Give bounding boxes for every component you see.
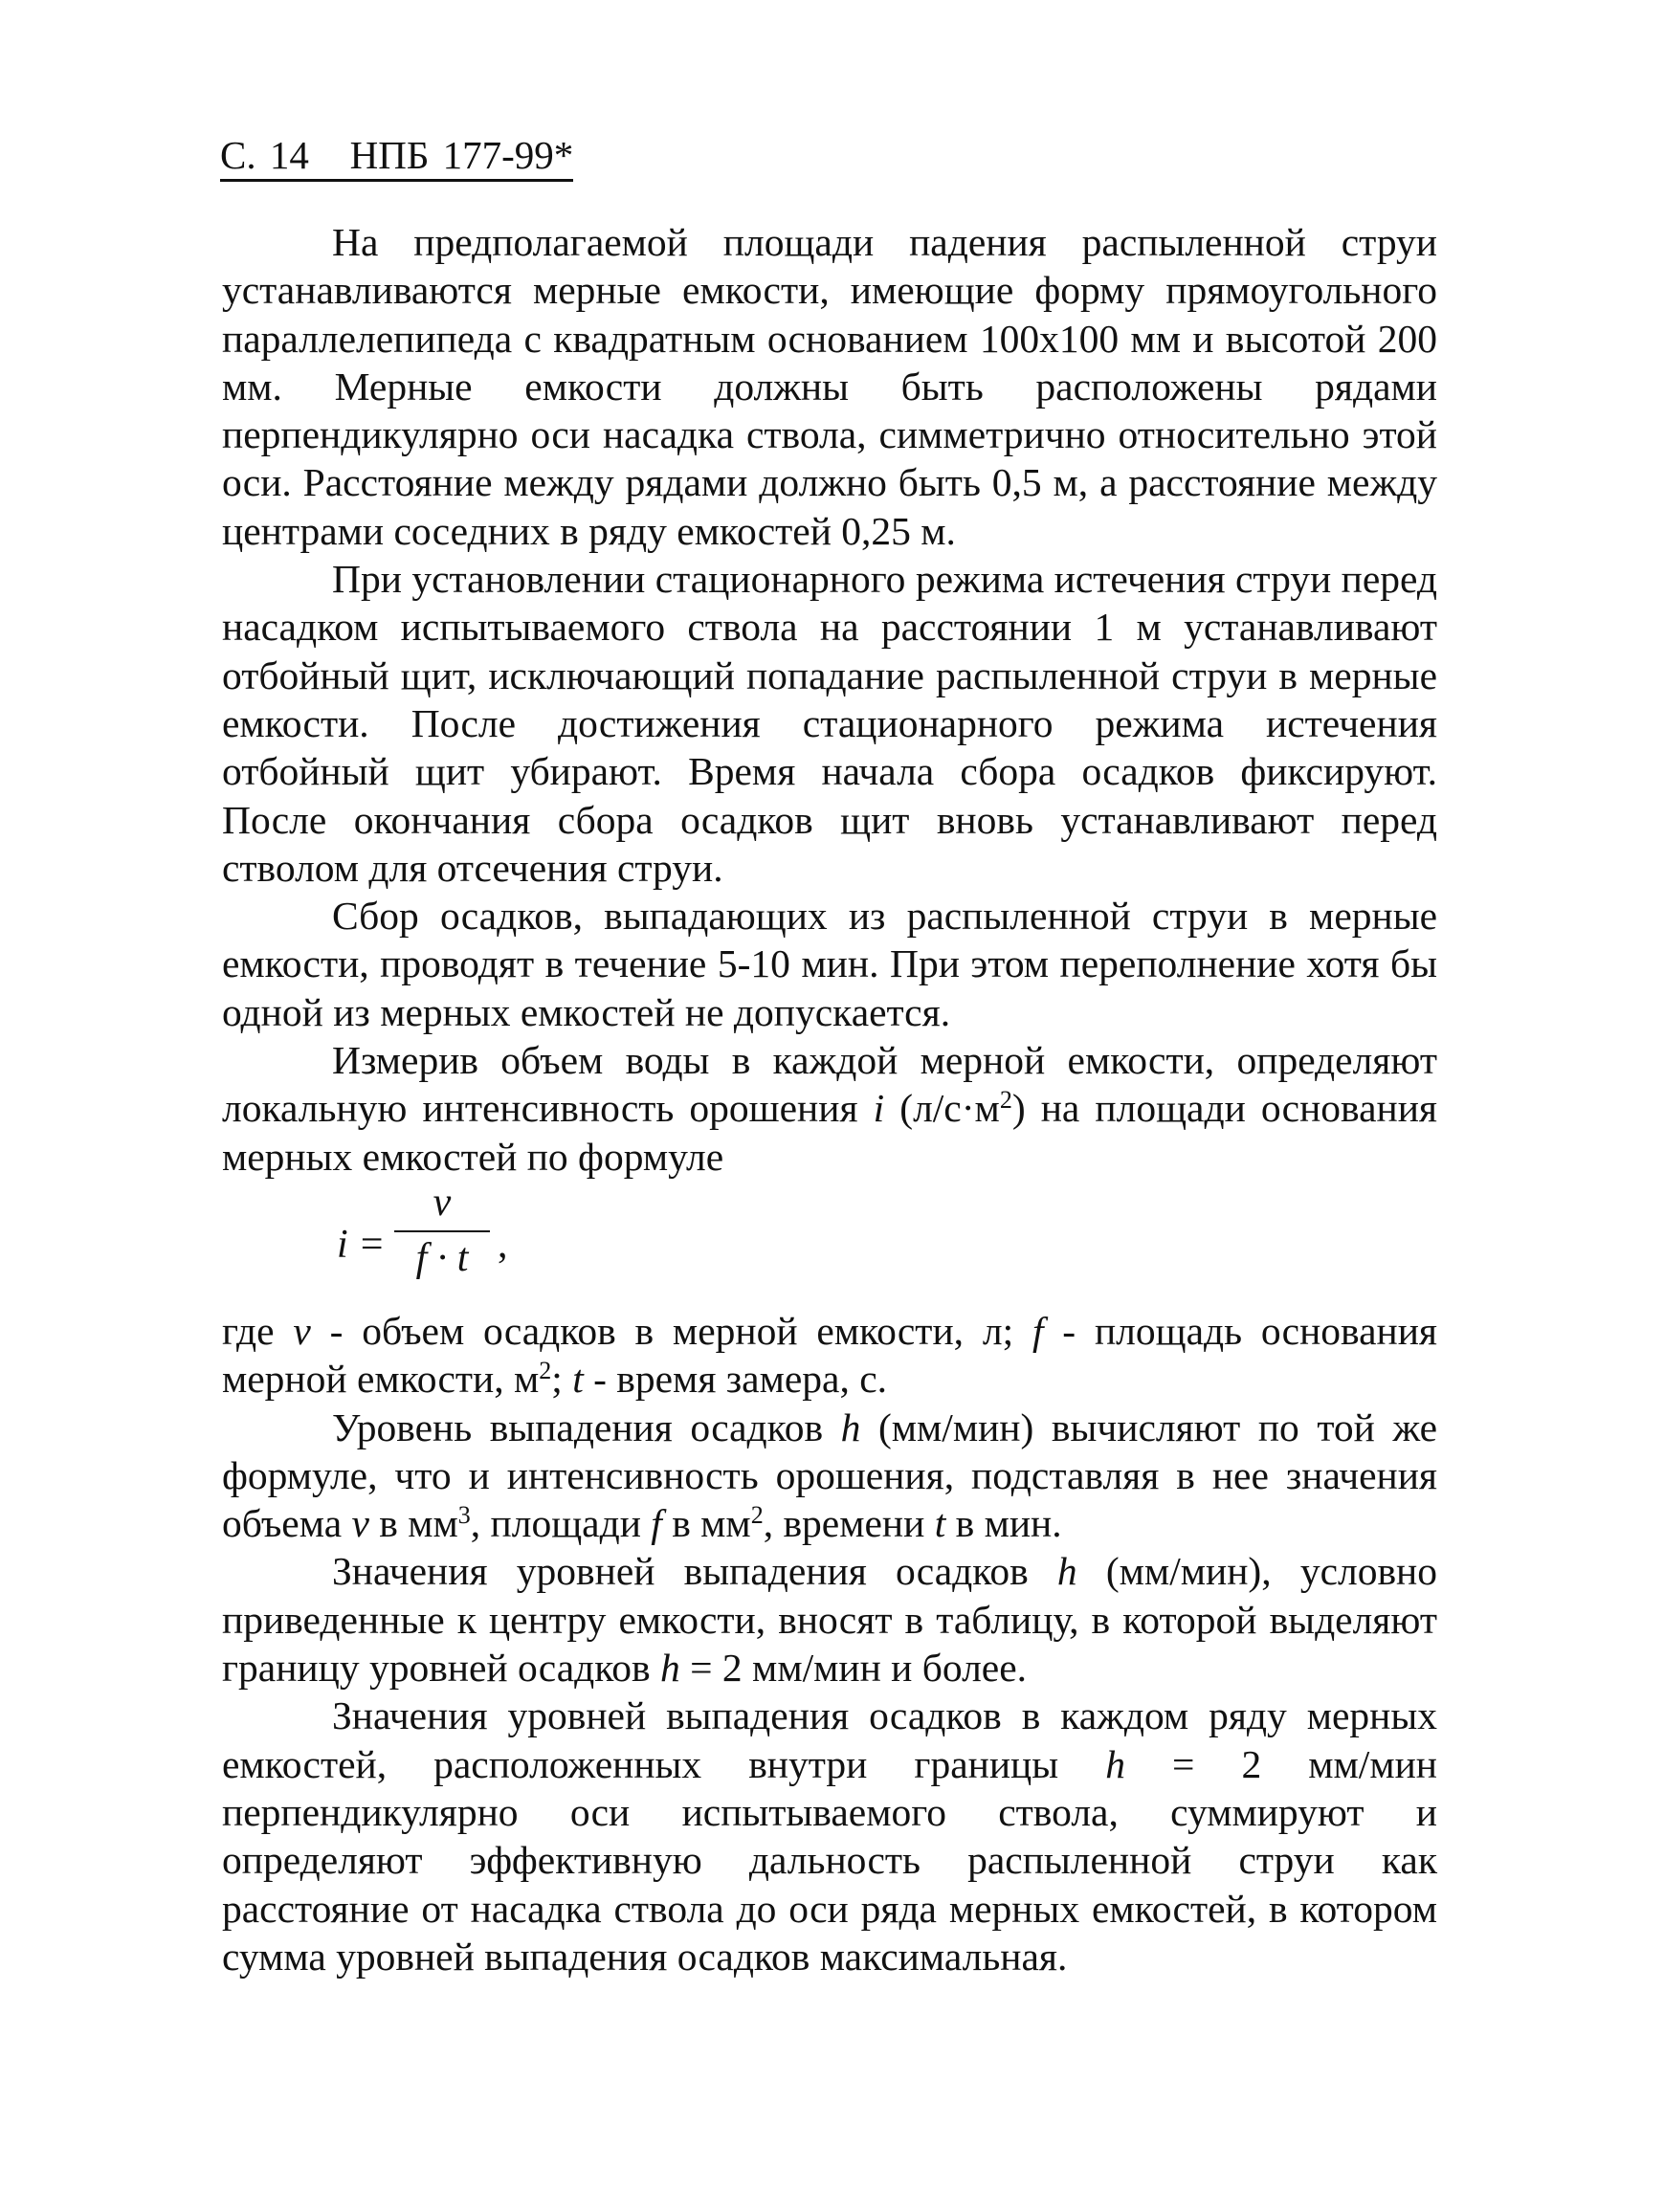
formula-comma: , (498, 1222, 508, 1267)
variable-f: f (1032, 1308, 1044, 1353)
superscript: 2 (999, 1086, 1012, 1115)
text-fragment: ) на площади основания мерных емкостей по формуле (222, 1086, 1438, 1179)
text-fragment: , площади (470, 1501, 652, 1546)
text-fragment: (мм/мин) вычисляют по той же формуле, что и интенсивность орошения, подставляя в нее значения объема (222, 1405, 1438, 1546)
paragraph-measuring-containers: На предполагаемой площади падения распыленной струи устанавливаются мерные емкости, имеющие форму прямоугольного параллелепипеда с квадратным основанием 100х100 мм и высотой 200 мм. Мерные емкости должны быть расположены рядами перпендикулярно оси насадка ствола, симметрично относительно этой оси. Расстояние между рядами должно быть 0,5 м, а расстояние между центрами соседних в ряду емкостей 0,25 м. (222, 220, 1437, 553)
variable-f: f (651, 1501, 662, 1546)
variable-h: h (1105, 1741, 1125, 1786)
formula-fraction (394, 1181, 490, 1280)
superscript: 2 (750, 1501, 764, 1530)
formula-lhs: i = (337, 1222, 386, 1267)
formula-denominator: f · t (415, 1235, 469, 1280)
variable-v: v (293, 1308, 311, 1353)
document-body (222, 218, 1437, 1980)
paragraph-effective-range (222, 1692, 1437, 1980)
superscript: 2 (539, 1357, 552, 1385)
text-fragment: Измерив объем воды в каждой мерной емкости, определяют локальную интенсивность орошения (222, 1038, 1437, 1131)
text-fragment: где (222, 1308, 294, 1353)
text-fragment: (л/с·м (884, 1086, 1000, 1131)
page-number: С. 14 (220, 133, 309, 177)
page-header (220, 132, 573, 182)
document-code: НПБ 177-99* (349, 133, 574, 177)
paragraph-collection: Сбор осадков, выпадающих из распыленной струи в мерные емкости, проводят в течение 5-10 мин. При этом переполнение хотя бы одной из мерных емкостей не допускается. (222, 894, 1437, 1034)
paragraph-intensity (222, 1036, 1437, 1181)
text-fragment: в мм (368, 1501, 458, 1546)
variable-t: t (934, 1501, 946, 1546)
variable-h: h (1056, 1549, 1077, 1594)
variable-t: t (572, 1357, 584, 1402)
superscript: 3 (457, 1501, 471, 1530)
text-fragment: , времени (763, 1501, 935, 1546)
text-fragment: (мм/мин), условно приведенные к центру емкости, вносят в таблицу, в которой выделяют границу уровней осадков (222, 1549, 1437, 1691)
text-fragment: - время замера, с. (583, 1357, 887, 1402)
text-fragment: Уровень выпадения осадков (332, 1405, 841, 1449)
fraction-bar (394, 1230, 490, 1232)
formula-numerator: v (433, 1180, 452, 1225)
variable-i: i (873, 1086, 885, 1131)
text-fragment: в мм (661, 1501, 751, 1546)
text-fragment: = 2 мм/мин и более. (679, 1646, 1027, 1691)
variable-h: h (660, 1646, 680, 1691)
variable-h: h (840, 1405, 861, 1449)
text-fragment: - объем осадков в мерной емкости, л; (310, 1308, 1032, 1353)
paragraph-flow-regime: При установлении стационарного режима истечения струи перед насадком испытываемого ствола на расстоянии 1 м устанавливают отбойный щит, исключающий попадание распыленной струи в мерные емкости. После достижения стационарного режима истечения отбойный щит убирают. Время начала сбора осадков фиксируют. После окончания сбора осадков щит вновь устанавливают перед стволом для отсечения струи. (222, 557, 1437, 890)
text-fragment: в мин. (945, 1501, 1062, 1546)
paragraph-formula-legend (222, 1307, 1437, 1404)
text-fragment: ; (551, 1357, 573, 1402)
formula-intensity (222, 1181, 1437, 1307)
paragraph-precipitation-level (222, 1404, 1437, 1548)
text-fragment: Значения уровней выпадения осадков в каждом ряду мерных емкостей, расположенных внутри границы (222, 1693, 1437, 1786)
text-fragment: - площадь основания мерной емкости, м (222, 1308, 1438, 1402)
text-fragment: = 2 мм/мин перпендикулярно оси испытываемого ствола, суммируют и определяют эффективную дальность распыленной струи как расстояние от насадка ствола до оси ряда мерных емкостей, в котором сумма уровней выпадения осадков максимальная. (222, 1741, 1437, 1979)
variable-v: v (351, 1501, 369, 1546)
paragraph-table-entry (222, 1547, 1437, 1692)
text-fragment: Значения уровней выпадения осадков (332, 1549, 1057, 1594)
